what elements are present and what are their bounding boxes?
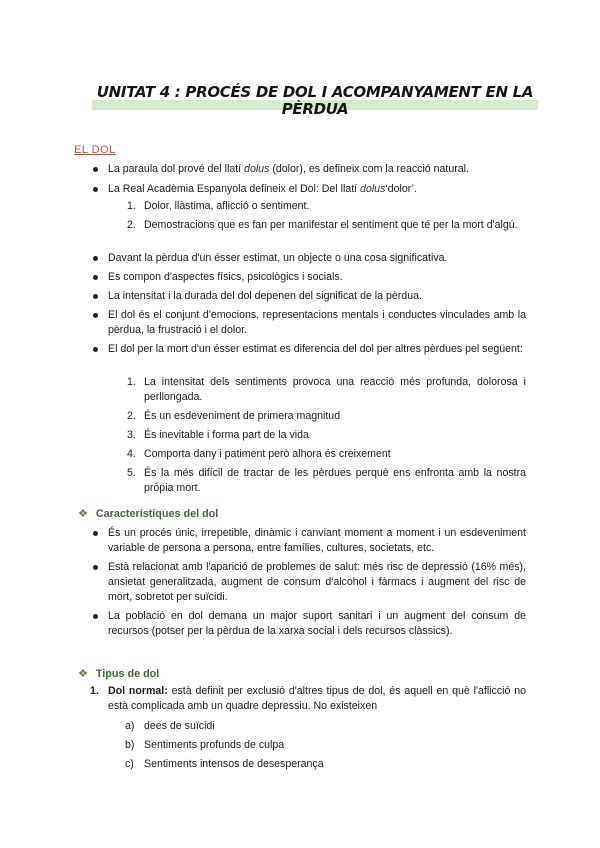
bullet-icon [93,256,98,261]
bullet-icon [93,614,98,619]
list-item: Es compon d'aspectes físics, psicològics i socials. [108,270,526,285]
list-item: La paraula dol prové del llatí dolus (dolor), es defineix com la reacció natural. [108,162,526,177]
list-item: El dol és el conjunt d'emocions, representacions mentals i conductes vinculades amb la pèrdua, la frustració i el dolor. [108,308,526,338]
heading-tipus-de-dol: ❖ Tipus de dol [78,667,160,680]
tipus-list [90,684,527,714]
list-item: La Real Acadèmia Espanyola defineix el Dol: Del llatí dolus‘dolor’. [108,182,526,197]
list-item: 2. Demostracions que es fan per manifestar el sentiment que té per la mort d'algú. [127,219,518,231]
list-item: La intensitat i la durada del dol depenen del significat de la pèrdua. [108,289,526,304]
el-dol-list-a [108,162,526,197]
bullet-icon [93,187,98,192]
list-item: 2. És un esdeveniment de primera magnitud [127,410,341,422]
caracteristiques-list [108,526,526,639]
list-item: b) Sentiments profunds de culpa [125,739,285,751]
title-line-2: PÈRDUA [281,100,349,118]
heading-el-dol: EL DOL [74,144,116,156]
list-item: Davant la pèrdua d'un ésser estimat, un objecte o una cosa significativa. [108,251,526,266]
list-item: El dol per la mort d'un ésser estimat es diferencia del dol per altres pèrdues pel següent: [108,342,526,357]
diamond-bullet-icon: ❖ [78,508,88,520]
title-line-1: UNITAT 4 : PROCÉS DE DOL I ACOMPANYAMENT EN LA [96,83,534,101]
list-item: És un procés únic, irrepetible, dinàmic i canviant moment a moment i un esdeveniment variable de persona a persona, entre famílies, cultures, societats, etc. [108,526,526,556]
list-item: 3. És inevitable i forma part de la vida [127,429,309,441]
diamond-bullet-icon: ❖ [78,668,88,680]
list-item: 1. La intensitat dels sentiments provoca una reacció més profunda, dolorosa i perllongada. [127,376,526,403]
bullet-icon [93,531,98,536]
el-dol-list-b [108,251,526,357]
list-item: 1. Dol normal: està definit per exclusió d'altres tipus de dol, és aquell en què l'aflicció no està complicada amb un quadre depressiu. No existeixen [90,685,527,712]
differences-list [127,375,526,496]
dol-normal-conditions-list [125,719,526,772]
list-item: Està relacionat amb l'aparició de problemes de salut: més risc de depressió (16% més), ansietat generalitzada, augment de consum d'alcohol i fàrmacs i augment del risc de mort, sobretot per suïcidi. [108,560,526,605]
list-item: a) dees de suïcidi [125,720,215,732]
bullet-icon [93,294,98,299]
bullet-icon [93,565,98,570]
title-block [90,84,540,118]
page-title [90,84,540,118]
bullet-icon [93,347,98,352]
heading-caracteristiques: ❖ Característiques del dol [78,507,219,520]
bullet-icon [93,275,98,280]
list-item: La població en dol demana un major suport sanitari i un augment del consum de recursos (potser per la pèrdua de la xarxa social i dels recursos clàssics). [108,609,526,639]
list-item: 4. Comporta dany i patiment però alhora és creixement [127,448,391,460]
list-item: 5. És la més difícil de tractar de les pèrdues perquè ens enfronta amb la nostra pròpia mort. [127,467,526,494]
list-item: c) Sentiments intensos de desesperança [125,758,324,770]
rae-definitions-list [127,199,526,233]
bullet-icon [93,167,98,172]
bullet-icon [93,313,98,318]
list-item: 1. Dolor, llàstima, aflicció o sentiment. [127,200,310,212]
